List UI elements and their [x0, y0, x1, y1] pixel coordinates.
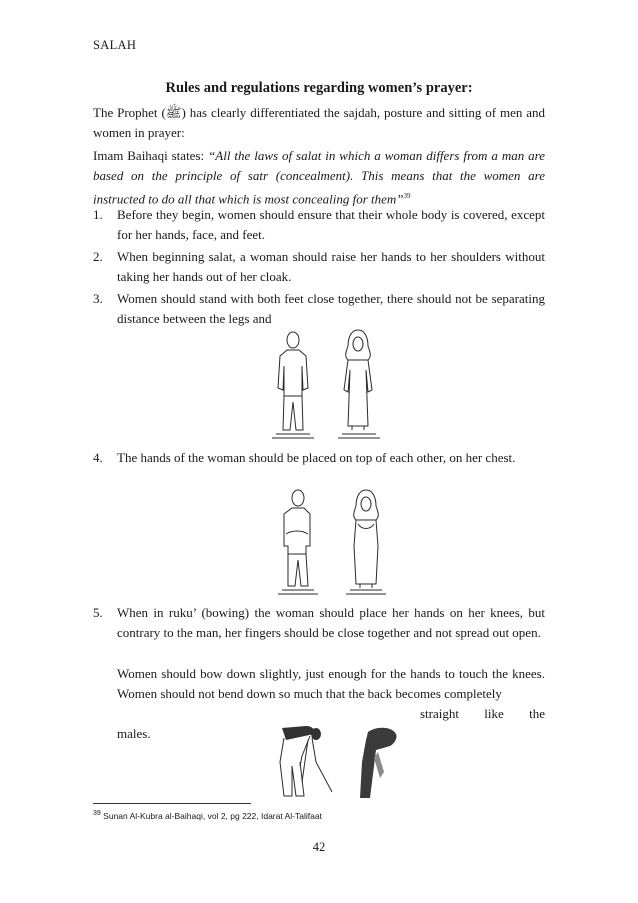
item5-text-a: Women should bow down slightly, just enough for the hands to touch the knees. Women should not bend down so much that the back becomes completely	[117, 666, 545, 701]
woman-bowing-figure	[360, 728, 397, 798]
footnote-text: Sunan Al-Kubra al-Baihaqi, vol 2, pg 222, Idarat Al-Talifaat	[100, 810, 322, 821]
footnote	[93, 810, 322, 821]
ruku-bowing-illustration	[272, 722, 412, 800]
footnote-marker: 39	[403, 192, 411, 200]
running-header: SALAH	[93, 38, 137, 52]
standing-posture-illustration	[262, 326, 412, 442]
quote-lead: Imam Baihaqi states:	[93, 148, 209, 163]
quote-text: “All the laws of salat in which a woman differs from a man are based on the principle of satr (concealment). This means that the women are instructed to do all that which is most concealing for them”	[93, 148, 545, 207]
man-hands-folded-figure	[278, 490, 318, 594]
man-standing-figure	[272, 332, 314, 438]
item-number: 2.	[93, 249, 103, 264]
footnote-divider	[93, 803, 251, 804]
item-text: The hands of the woman should be placed on top of each other, on her chest.	[117, 450, 516, 465]
item-text: Women should stand with both feet close together, there should not be separating distance between the legs and	[117, 291, 545, 326]
item-number: 1.	[93, 207, 103, 222]
quote-paragraph	[93, 146, 545, 209]
section-title: Rules and regulations regarding women’s prayer:	[165, 80, 473, 96]
item-number: 4.	[93, 450, 103, 465]
woman-standing-figure	[338, 330, 380, 438]
item-text: When beginning salat, a woman should raise her hands to her shoulders without taking her hands out of her cloak.	[117, 249, 545, 284]
item-text: Before they begin, women should ensure that their whole body is covered, except for her hands, face, and feet.	[117, 207, 545, 242]
woman-hands-on-chest-figure	[346, 490, 386, 594]
hands-position-illustration	[268, 486, 408, 598]
intro-paragraph: The Prophet (ﷺ) has clearly differentiated the sajdah, posture and sitting of men and women in prayer:	[93, 105, 546, 140]
item5-text-c: males.	[117, 726, 151, 741]
item-number: 5.	[93, 605, 103, 620]
item-number: 3.	[93, 291, 103, 306]
item5-text-b: straight like the	[420, 706, 545, 721]
man-bowing-figure	[280, 726, 332, 796]
page-number: 42	[312, 840, 326, 854]
footnote-ref: 39	[93, 810, 101, 817]
item-text: When in ruku’ (bowing) the woman should place her hands on her knees, but contrary to the man, her fingers should be close together and not spread out open.	[117, 605, 545, 640]
